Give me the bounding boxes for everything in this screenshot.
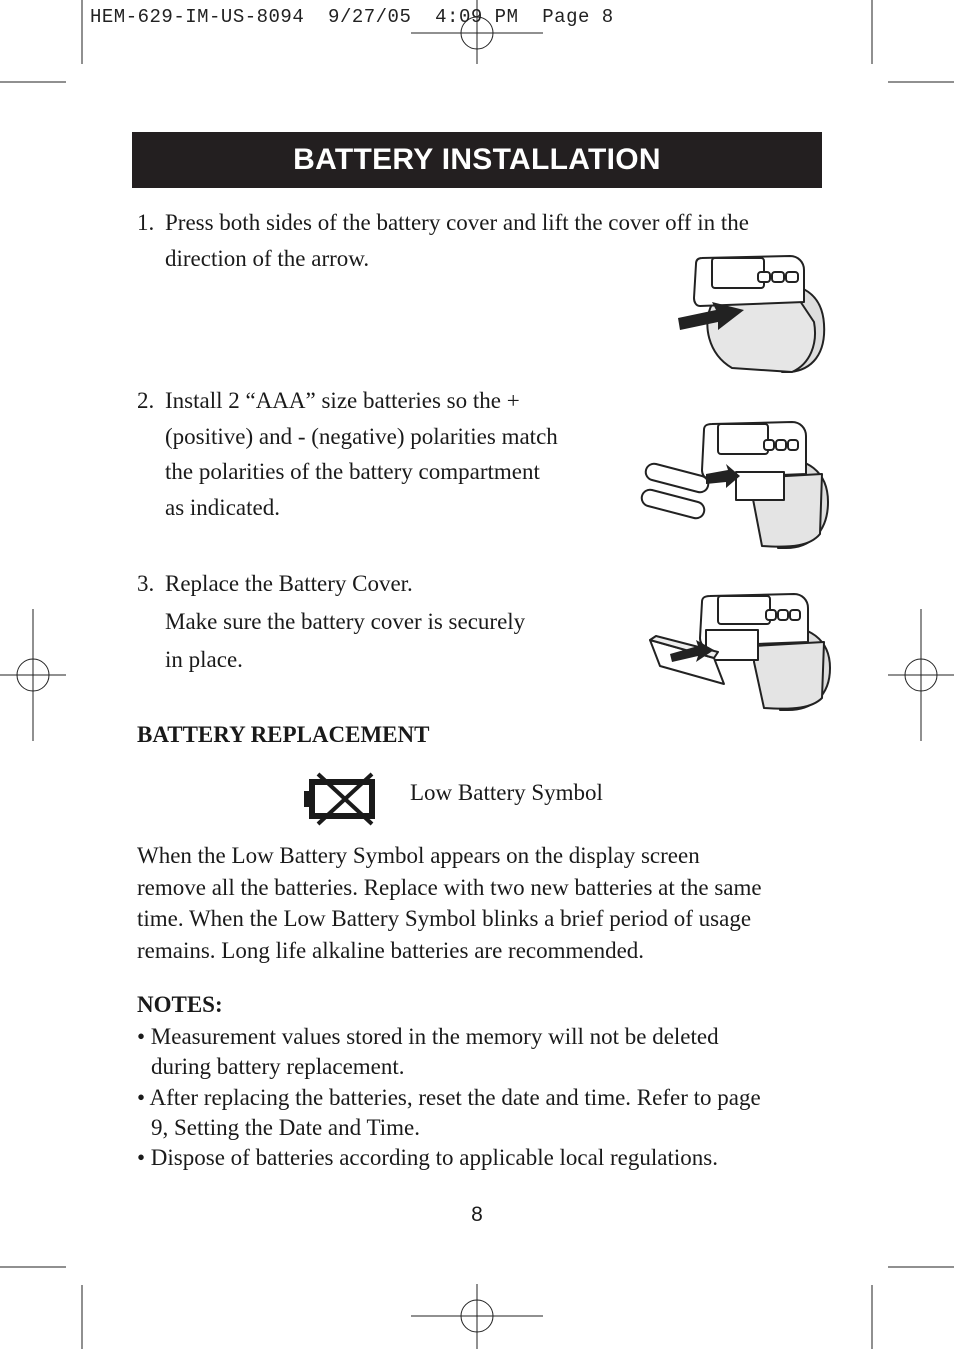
step-line: Install 2 “AAA” size batteries so the + bbox=[165, 388, 520, 413]
install-batteries-illustration bbox=[642, 414, 832, 550]
note-item bbox=[137, 1143, 827, 1173]
note-item bbox=[137, 1022, 827, 1083]
step-number: 3. bbox=[137, 571, 155, 596]
step-line: (positive) and - (negative) polarities match bbox=[165, 423, 558, 449]
step-line: in place. bbox=[165, 647, 243, 672]
step-line: direction of the arrow. bbox=[165, 245, 370, 271]
step-line: the polarities of the battery compartment bbox=[165, 459, 540, 484]
title-bar bbox=[132, 132, 822, 188]
low-battery-icon bbox=[304, 772, 380, 826]
step-line: as indicated. bbox=[165, 494, 280, 520]
replacement-paragraph bbox=[137, 840, 827, 966]
step-3 bbox=[137, 565, 525, 679]
step-1 bbox=[137, 205, 749, 276]
paragraph-line: time. When the Low Battery Symbol blinks a brief period of usage bbox=[137, 906, 752, 931]
note-line: • Measurement values stored in the memory will not be deleted bbox=[137, 1024, 719, 1049]
note-line: 9, Setting the Date and Time. bbox=[151, 1114, 420, 1140]
remove-cover-illustration bbox=[672, 244, 832, 372]
notes-heading: NOTES: bbox=[137, 992, 223, 1017]
page-title: BATTERY INSTALLATION bbox=[293, 143, 661, 176]
paragraph-line: remains. Long life alkaline batteries are recommended. bbox=[137, 937, 645, 963]
step-line: Press both sides of the battery cover and lift the cover off in the bbox=[165, 210, 749, 235]
paragraph-line: remove all the batteries. Replace with two new batteries at the same bbox=[137, 874, 762, 900]
step-line: Replace the Battery Cover. bbox=[165, 571, 413, 596]
notes-list bbox=[137, 1022, 827, 1173]
paragraph-line: When the Low Battery Symbol appears on the display screen bbox=[137, 843, 700, 868]
page-number: 8 bbox=[471, 1203, 483, 1226]
replace-cover-illustration bbox=[644, 588, 834, 710]
low-battery-symbol-label: Low Battery Symbol bbox=[410, 780, 603, 805]
note-line: • After replacing the batteries, reset the date and time. Refer to page bbox=[137, 1084, 761, 1110]
note-line: • Dispose of batteries according to applicable local regulations. bbox=[137, 1145, 718, 1171]
note-line: during battery replacement. bbox=[151, 1054, 405, 1080]
step-line: Make sure the battery cover is securely bbox=[165, 609, 526, 634]
note-item bbox=[137, 1083, 827, 1144]
print-header: HEM-629-IM-US-8094 9/27/05 4:09 PM Page 8 bbox=[90, 6, 614, 28]
step-2 bbox=[137, 383, 558, 525]
step-number: 1. bbox=[137, 210, 155, 235]
battery-replacement-heading: BATTERY REPLACEMENT bbox=[137, 722, 430, 747]
step-number: 2. bbox=[137, 388, 155, 413]
